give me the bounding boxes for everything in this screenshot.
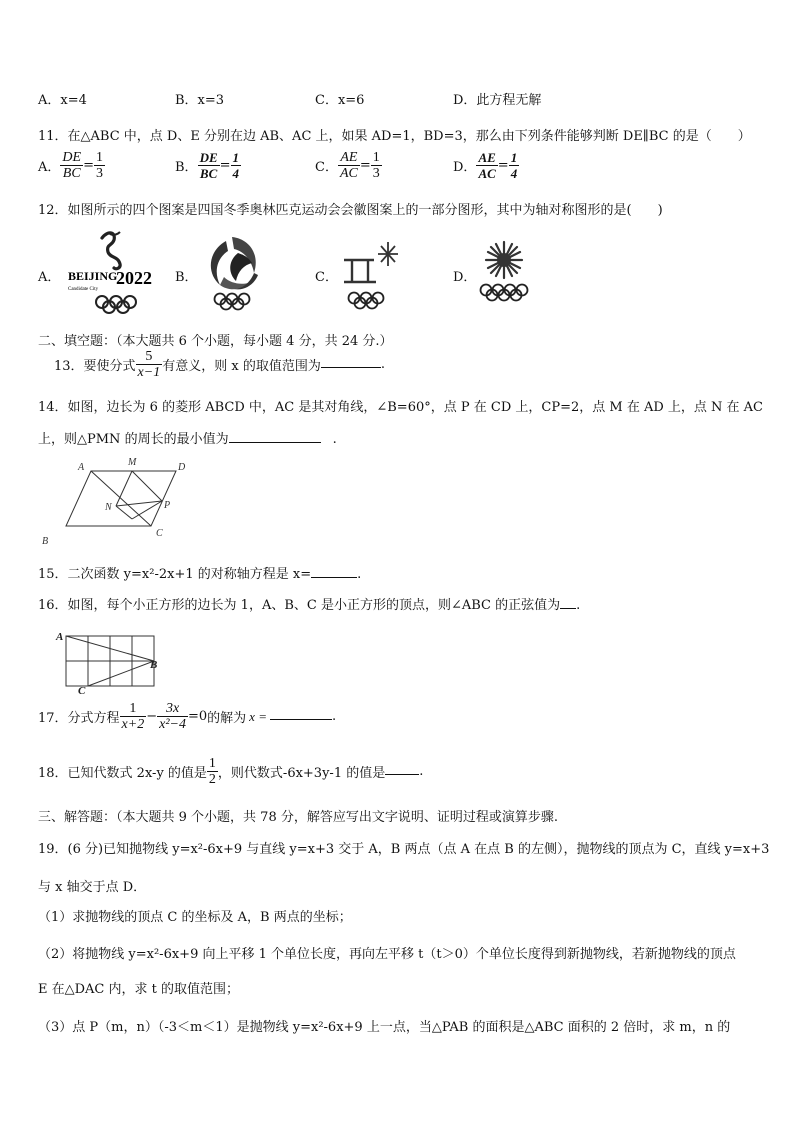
q12-stem: 12．如图所示的四个图案是四国冬季奥林匹克运动会会徽图案上的一部分图形，其中为轴对称图形的是( ) <box>38 203 663 218</box>
snowflake-logo <box>474 238 540 304</box>
svg-text:P: P <box>164 500 171 511</box>
svg-text:A: A <box>56 631 64 643</box>
answer-blank[interactable] <box>311 565 357 578</box>
grid-figure <box>52 628 172 698</box>
q11-option-d: D． $\frac{AE}{AC}$ = $\frac{1}{4}$ <box>453 150 518 181</box>
answer-blank[interactable] <box>229 430 321 443</box>
q11-option-a: A． $\frac{DE}{BC}$ = $\frac{1}{3}$ <box>38 150 103 181</box>
answer-blank[interactable] <box>270 707 332 720</box>
q11-stem: 11．在△ABC 中，点 D、E 分别在边 AB、AC 上，如果 AD=1，BD=3，那么由下列条件能够判断 DE∥BC 的是（ ） <box>38 129 751 144</box>
q19-line2: 与 x 轴交于点 D． <box>38 880 147 895</box>
svg-text:Candidate City: Candidate City <box>68 287 99 292</box>
rhombus-figure <box>36 456 196 548</box>
q14-line1: 14．如图，边长为 6 的菱形 ABCD 中，AC 是其对角线，∠B=60°，点 P 在 CD 上，CP=2，点 M 在 AD 上，点 N 在 AC <box>38 400 764 415</box>
svg-text:B: B <box>42 536 49 547</box>
q11-option-b: B． $\frac{DE}{BC}$ = $\frac{1}{4}$ <box>175 150 240 181</box>
q18: 18．已知代数式 2x-y 的值是 $\frac{1}{2}$ ，则代数式-6x+3y-1 的值是 . <box>38 756 424 787</box>
q17: 17．分式方程 $\frac{1}{x+2}$ − $\frac{3x}{\text{x²−4}}$ =0的解为 x = . <box>38 701 337 732</box>
svg-text:C: C <box>78 685 86 697</box>
svg-text:M: M <box>128 457 137 468</box>
q12-label-c: C． <box>315 270 338 285</box>
q19-sub2-line1: （2）将抛物线 y=x²-6x+9 向上平移 1 个单位长度，再向左平移 t（t＞0）个单位长度得到新抛物线，若新抛物线的顶点 <box>38 947 736 962</box>
answer-blank[interactable] <box>385 762 419 775</box>
section-2-title: 二、填空题：（本大题共 6 个小题，每小题 4 分，共 24 分.） <box>38 334 393 349</box>
svg-text:B: B <box>150 659 158 671</box>
svg-text:BEIJING: BEIJING <box>68 269 118 283</box>
svg-text:N: N <box>105 502 112 513</box>
option-c: C．x=6 <box>315 93 365 108</box>
answer-blank[interactable] <box>560 596 576 609</box>
gate-star-logo <box>338 238 418 314</box>
q12-label-a: A． <box>38 270 61 285</box>
q19-sub2-line2: E 在△DAC 内，求 t 的取值范围； <box>38 982 239 997</box>
svg-text:A: A <box>78 462 85 473</box>
option-b: B．x=3 <box>175 93 225 108</box>
swirl-emblem-logo <box>198 233 278 313</box>
svg-text:D: D <box>178 462 186 473</box>
answer-blank[interactable] <box>321 355 381 368</box>
option-d: D．此方程无解 <box>453 93 542 108</box>
beijing-2022-logo <box>62 228 162 314</box>
svg-text:C: C <box>156 528 163 539</box>
option-a: A．x=4 <box>38 93 87 108</box>
q12-label-b: B． <box>175 270 198 285</box>
q19-line1: 19．(6 分)已知抛物线 y=x²-6x+9 与直线 y=x+3 交于 A，B 两点（点 A 在点 B 的左侧），抛物线的顶点为 C，直线 y=x+3 <box>38 842 770 857</box>
q11-option-c: C． $\frac{AE}{AC}$ = $\frac{1}{3}$ <box>315 150 380 181</box>
svg-text:2022: 2022 <box>116 268 152 288</box>
section-3-title: 三、解答题：（本大题共 9 个小题，共 78 分，解答应写出文字说明、证明过程或演算步骤. <box>38 810 558 825</box>
q19-sub3: （3）点 P（m，n）（-3＜m＜1）是抛物线 y=x²-6x+9 上一点，当△PAB 的面积是△ABC 面积的 2 倍时，求 m，n 的 <box>38 1020 731 1035</box>
q15: 15．二次函数 y=x²-2x+1 的对称轴方程是 x= . <box>38 567 362 582</box>
q16: 16．如图，每个小正方形的边长为 1，A、B、C 是小正方形的顶点，则∠ABC 的正弦值为 . <box>38 598 581 613</box>
q12-label-d: D． <box>453 270 477 285</box>
q13: 13．要使分式 $\frac{5}{x-1}$ 有意义，则 x 的取值范围为 . <box>54 349 385 380</box>
q19-sub1: （1）求抛物线的顶点 C 的坐标及 A，B 两点的坐标； <box>38 910 352 925</box>
q14-line2: 上，则△PMN 的周长的最小值为 . <box>38 432 337 447</box>
